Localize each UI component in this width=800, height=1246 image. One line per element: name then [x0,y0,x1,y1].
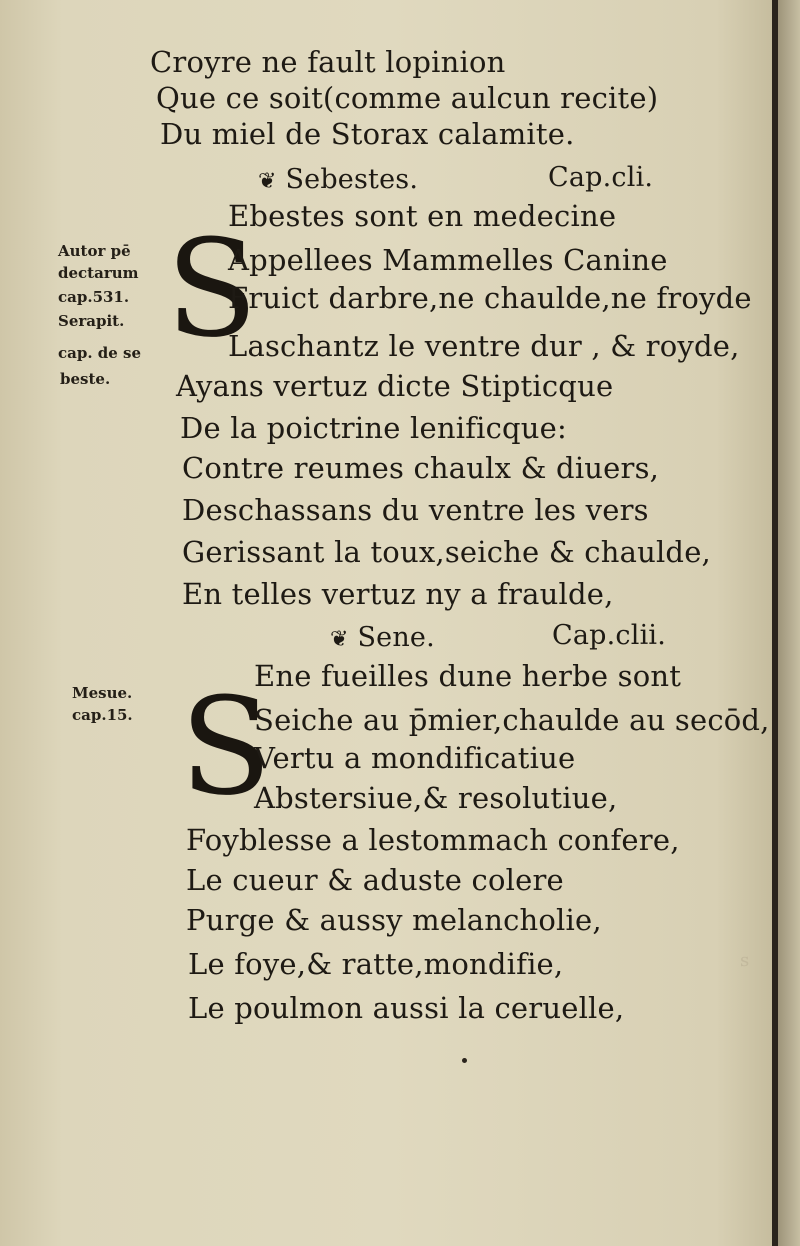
verse-line: Ayans vertuz dicte Stipticque [176,369,614,403]
drop-cap-s: S [180,669,272,825]
verse-line: Ene fueilles dune herbe sont [254,659,682,693]
verse-line: Purge & aussy melancholie, [186,903,602,937]
verse-line: Laschantz le ventre dur , & royde, [228,329,740,363]
marginal-note: cap.531. [58,288,130,306]
page-edge [778,0,800,1246]
verse-line: Le cueur & aduste colere [186,863,564,897]
verse-line: Vertu a mondificatiue [254,741,576,775]
verse-line: Le foye,& ratte,mondifie, [188,947,564,981]
marginal-note: beste. [60,370,111,388]
chapter-number: Cap.clii. [552,620,667,651]
leaf-ornament-icon: ❦ [258,169,277,194]
printer-mark [462,1058,467,1063]
marginal-note: Autor pē [58,242,131,260]
verse-line: Foyblesse a lestommach confere, [186,823,680,857]
marginal-note: cap.15. [72,706,133,724]
verse-line: Abstersiue,& resolutiue, [254,781,618,815]
verse-line: Contre reumes chaulx & diuers, [182,451,660,485]
verse-line: Deschassans du ventre les vers [182,493,649,527]
verse-line: Croyre ne fault lopinion [150,45,506,79]
marginal-note: Mesue. [72,684,133,702]
chapter-number: Cap.cli. [548,162,654,193]
leaf-ornament-icon: ❦ [330,627,349,652]
chapter-heading-sene [330,618,435,660]
verse-line: Gerissant la toux,seiche & chaulde, [182,535,711,569]
chapter-title: Sebestes. [285,164,419,195]
drop-cap-s: S [166,211,258,367]
marginal-note: dectarum [58,264,139,282]
show-through-smudge: ꜱ [740,950,750,971]
verse-line: Fruict darbre,ne chaulde,ne froyde [228,281,752,315]
verse-line: Appellees Mammelles Canine [228,243,668,277]
verse-line: Seiche au p̄mier,chaulde au secōd, [254,703,770,737]
verse-line: Du miel de Storax calamite. [160,117,575,151]
verse-line: Le poulmon aussi la ceruelle, [188,991,625,1025]
marginal-note: cap. de se [58,344,142,362]
verse-line: De la poictrine lenificque: [180,411,568,445]
chapter-title: Sene. [357,622,435,653]
verse-line: En telles vertuz ny a fraulde, [182,577,614,611]
verse-line: Que ce soit(comme aulcun recite) [156,81,659,115]
marginal-note: Serapit. [58,312,125,330]
verse-line: Ebestes sont en medecine [228,199,617,233]
